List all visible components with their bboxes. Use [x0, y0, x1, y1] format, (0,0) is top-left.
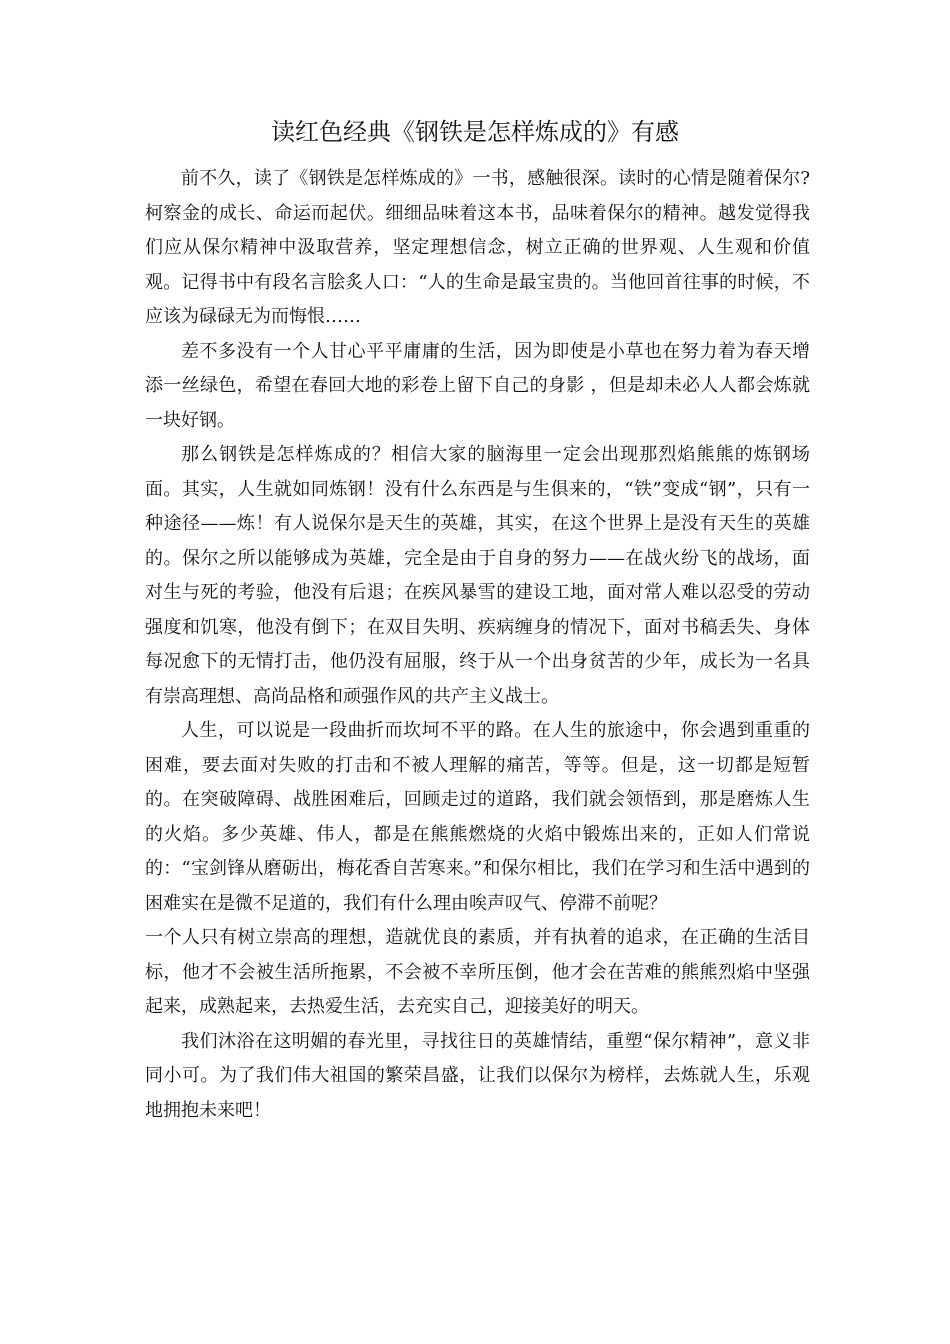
- paragraph-5: 一个人只有树立崇高的理想，造就优良的素质，并有执着的追求，在正确的生活目标，他才不会被生活所拖累，不会被不幸所压倒，他才会在苦难的熊熊烈焰中坚强起来，成熟起来，去热爱生活，去充实自己，迎接美好的明天。: [145, 927, 810, 1017]
- paragraph-1: 前不久，读了《钢铁是怎样炼成的》一书，感触很深。读时的心情是随着保尔?柯察金的成长、命运而起伏。细细品味着这本书，品味着保尔的精神。越发觉得我们应从保尔精神中汲取营养，坚定理想信念，树立正确的世界观、人生观和价值观。记得书中有段名言脍炙人口：“人的生命是最宝贵的。当他回首往事的时候，不应该为碌碌无为而悔恨……: [145, 168, 810, 327]
- paragraph-4: 人生，可以说是一段曲折而坎坷不平的路。在人生的旅途中，你会遇到重重的困难，要去面对失败的打击和不被人理解的痛苦，等等。但是，这一切都是短暂的。在突破障碍、战胜困难后，回顾走过的道路，我们就会领悟到，那是磨炼人生的火焰。多少英雄、伟人，都是在熊熊燃烧的火焰中锻炼出来的，正如人们常说的：“宝剑锋从磨砺出，梅花香自苦寒来。”和保尔相比，我们在学习和生活中遇到的困难实在是微不足道的，我们有什么理由唉声叹气、停滞不前呢？: [145, 720, 810, 914]
- document-body: [145, 162, 810, 1128]
- paragraph-6: 我们沐浴在这明媚的春光里，寻找往日的英雄情结，重塑“保尔精神”，意义非同小可。为了我们伟大祖国的繁荣昌盛，让我们以保尔为榜样，去炼就人生，乐观地拥抱未来吧！: [145, 1030, 810, 1121]
- paragraph-3: 那么钢铁是怎样炼成的？相信大家的脑海里一定会出现那烈焰熊熊的炼钢场面。其实，人生就如同炼钢！没有什么东西是与生俱来的，“铁”变成“钢”，只有一种途径——炼！有人说保尔是天生的英雄，其实，在这个世界上是没有天生的英雄的。保尔之所以能够成为英雄，完全是由于自身的努力——在战火纷飞的战场，面对生与死的考验，他没有后退；在疾风暴雪的建设工地，面对常人难以忍受的劳动强度和饥寒，他没有倒下；在双目失明、疾病缠身的情况下，面对书稿丢失、身体每况愈下的无情打击，他仍没有屈服，终于从一个出身贫苦的少年，成长为一名具有崇高理想、高尚品格和顽强作风的共产主义战士。: [145, 444, 810, 707]
- paragraph-2: 差不多没有一个人甘心平平庸庸的生活，因为即使是小草也在努力着为春天增添一丝绿色，希望在春回大地的彩卷上留下自己的身影 ，但是却未必人人都会炼就一块好钢。: [145, 340, 810, 431]
- document-title: 读红色经典《钢铁是怎样炼成的》有感: [271, 118, 679, 146]
